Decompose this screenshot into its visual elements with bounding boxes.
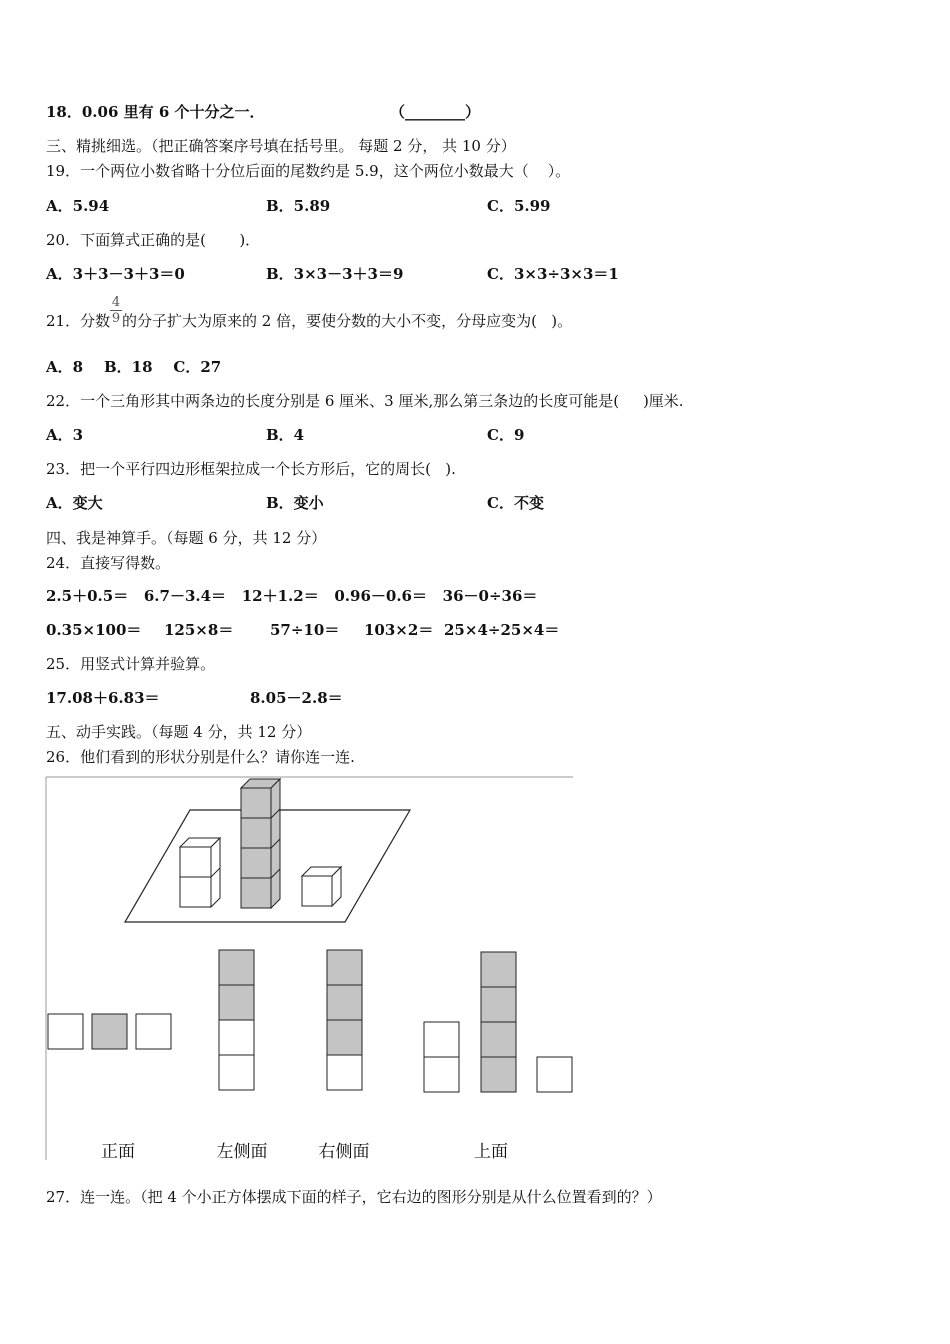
label-left-side: 左侧面 <box>216 1142 268 1162</box>
q19-option-a[interactable]: A．5.94 <box>46 197 110 215</box>
q25-item-1: 17.08＋6.83＝ <box>46 689 160 707</box>
q24-item: 57÷10＝ <box>270 621 340 639</box>
q19-option-b[interactable]: B．5.89 <box>266 197 331 215</box>
q27-text: 27．连一连。（把 4 个小正方体摆成下面的样子，它右边的图形分别是从什么位置看到的？） <box>46 1188 662 1206</box>
q25-text: 25．用竖式计算并验算。 <box>46 655 216 673</box>
q22-option-c[interactable]: C．9 <box>487 426 525 444</box>
section-3-title: 三、精挑细选。（把正确答案序号填在括号里。 每题 2 分， 共 10 分） <box>46 137 516 155</box>
q20-option-c[interactable]: C．3×3÷3×3＝1 <box>487 265 619 283</box>
q18-answer-blank[interactable]: （________） <box>390 103 481 121</box>
q22-option-b[interactable]: B．4 <box>266 426 305 444</box>
q23-option-a[interactable]: A．变大 <box>46 494 103 512</box>
q19-text: 19．一个两位小数省略十分位后面的尾数约是 5.9，这个两位小数最大（ ）。 <box>46 162 571 180</box>
label-top: 上面 <box>474 1142 508 1162</box>
label-front: 正面 <box>101 1142 135 1162</box>
label-right-side: 右侧面 <box>318 1142 370 1162</box>
q24-item: 103×2＝ <box>364 621 434 639</box>
q20-option-b[interactable]: B．3×3－3＋3＝9 <box>266 265 404 283</box>
section-4-title: 四、我是神算手。（每题 6 分，共 12 分） <box>46 529 327 547</box>
q24-item: 0.35×100＝ <box>46 621 142 639</box>
view-left-side-shape[interactable] <box>219 950 254 1090</box>
q23-option-b[interactable]: B．变小 <box>266 494 324 512</box>
q22-option-a[interactable]: A．3 <box>46 426 84 444</box>
cube-stack-center <box>241 779 280 908</box>
q20-text: 20．下面算式正确的是( )． <box>46 231 261 249</box>
q26-text: 26．他们看到的形状分别是什么？请你连一连. <box>46 748 355 766</box>
view-front-shape[interactable] <box>48 1014 171 1049</box>
section-5-title: 五、动手实践。（每题 4 分，共 12 分） <box>46 723 312 741</box>
q19-option-c[interactable]: C．5.99 <box>487 197 551 215</box>
cube-single-right <box>302 867 341 906</box>
q24-row-1: 2.5＋0.5＝ 6.7－3.4＝ 12＋1.2＝ 0.96－0.6＝ 36－0÷36＝ <box>46 587 538 605</box>
q21-options[interactable]: A．8 B．18 C．27 <box>46 358 222 376</box>
cube-stack-left <box>180 838 220 907</box>
q24-item: 25×4÷25×4＝ <box>444 621 560 639</box>
q24-item: 125×8＝ <box>164 621 234 639</box>
q25-item-2: 8.05－2.8＝ <box>250 689 343 707</box>
q21-fraction-numerator: 4 <box>111 295 121 310</box>
q21-text-post: 的分子扩大为原来的 2 倍，要使分数的大小不变，分母应变为( )。 <box>122 312 573 330</box>
q21-fraction-denominator: 9 <box>111 311 121 326</box>
q23-option-c[interactable]: C．不变 <box>487 494 544 512</box>
q23-text: 23．把一个平行四边形框架拉成一个长方形后，它的周长( ). <box>46 460 456 478</box>
q20-option-a[interactable]: A．3＋3－3＋3＝0 <box>46 265 185 283</box>
q22-text: 22．一个三角形其中两条边的长度分别是 6 厘米、3 厘米,那么第三条边的长度可能是( )厘米. <box>46 392 684 410</box>
q21-text-pre: 21．分数 <box>46 312 111 330</box>
view-right-side-shape[interactable] <box>327 950 362 1090</box>
view-top-shape[interactable] <box>424 952 572 1092</box>
q18-text: 18．0.06 里有 6 个十分之一． <box>46 103 265 121</box>
q24-text: 24．直接写得数。 <box>46 554 171 572</box>
